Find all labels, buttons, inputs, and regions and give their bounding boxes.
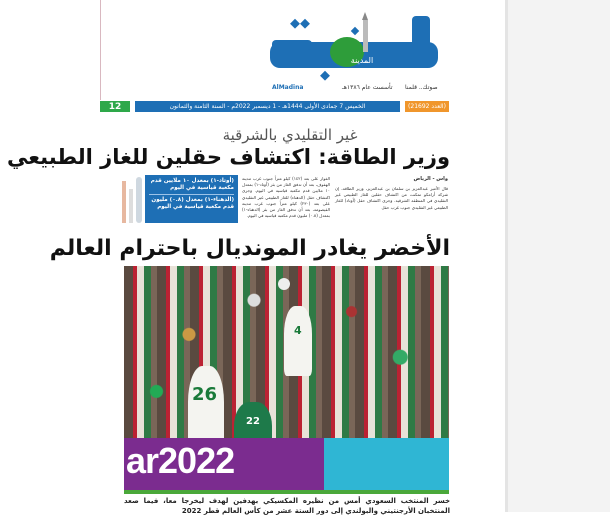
slogan: صوتك.. قلمنا (405, 84, 438, 91)
pitch (124, 490, 449, 494)
gas-pipes-icon (120, 175, 146, 223)
svg-text:المدينة: المدينة (350, 56, 374, 65)
ball-icon (278, 278, 290, 290)
info-oatad: (أوتاد-١) بمعدل ١٠ ملايين قدم مكعبة قياسية في اليوم (150, 178, 234, 191)
story1-headline[interactable]: وزير الطاقة: اكتشاف حقلين للغاز الطبيعي (7, 145, 450, 169)
photo-caption: خسر المنتخب السعودي أمس من نظيره المكسيكي بهدفين لهدف ليخرجا معا، فيما صعد المنتخبان الأرجنتيني والبولندي إلى دور الستة عشر من كأس العالم قطر 2022 (124, 497, 450, 515)
founded: تأسست عام ١٣٨٦هـ (342, 84, 393, 91)
issue-badge: (العدد 21692) (405, 101, 449, 112)
story1-byline: واس - الرياض (413, 176, 448, 182)
viewer-background (505, 0, 610, 512)
match-photo: 4 26 22 ar2022 (124, 266, 449, 494)
qatar-banner: ar2022 (124, 438, 449, 490)
page-count: 12 (100, 101, 130, 112)
story2-headline[interactable]: الأخضر يغادر المونديال باحترام العالم (49, 236, 450, 261)
page-edge (100, 0, 101, 100)
story1-col2: الغوار على بعد (١٤٢) كيلو متراً جنوب غرب مدينة الهفوف، بعد أن تدفق الغاز من بئر (أوتاد-١) بمعدل ١٠ ملايين قدم مكعبة قياسية في اليوم. وجرى اكتشاف حقل (الدهناء) للغاز الطبيعي غير التقليدي على بعد (٢٣٠) كيلو متراً جنوب غرب مدينة القيصومة، بعد أن تدفق الغاز من بئر (الدهناء-١) بمعدل (٠.٨) مليون قدم مكعبة قياسية في اليوم. (242, 176, 331, 219)
date-bar: الخميس 7 جمادى الأولى 1444هـ - 1 ديسمبر 2022م - السنة الثامنة والثمانون (135, 101, 400, 112)
story1-kicker: غير التقليدي بالشرقية (222, 126, 358, 144)
player-saudi-header (284, 306, 312, 376)
info-dahna: (الدهناء-١) بمعدل (٠.٨) مليون قدم مكعبة قياسية في اليوم (151, 197, 234, 210)
latin-name: AlMadina (272, 84, 304, 91)
story1-infobox (145, 175, 238, 223)
story1-col1: قال الأمير عبدالعزيز بن سلمان بن عبدالعزيز، وزير الطاقة، إن شركة أرامكو تمكنت من اكتشاف حقلين للغاز الطبيعي غير التقليدي في المنطقة الشرقية. وجرى اكتشاف حقل (أوتاد) للغاز الطبيعي غير التقليدي جنوب غرب حقل (335, 186, 448, 210)
masthead-logo (262, 12, 444, 86)
